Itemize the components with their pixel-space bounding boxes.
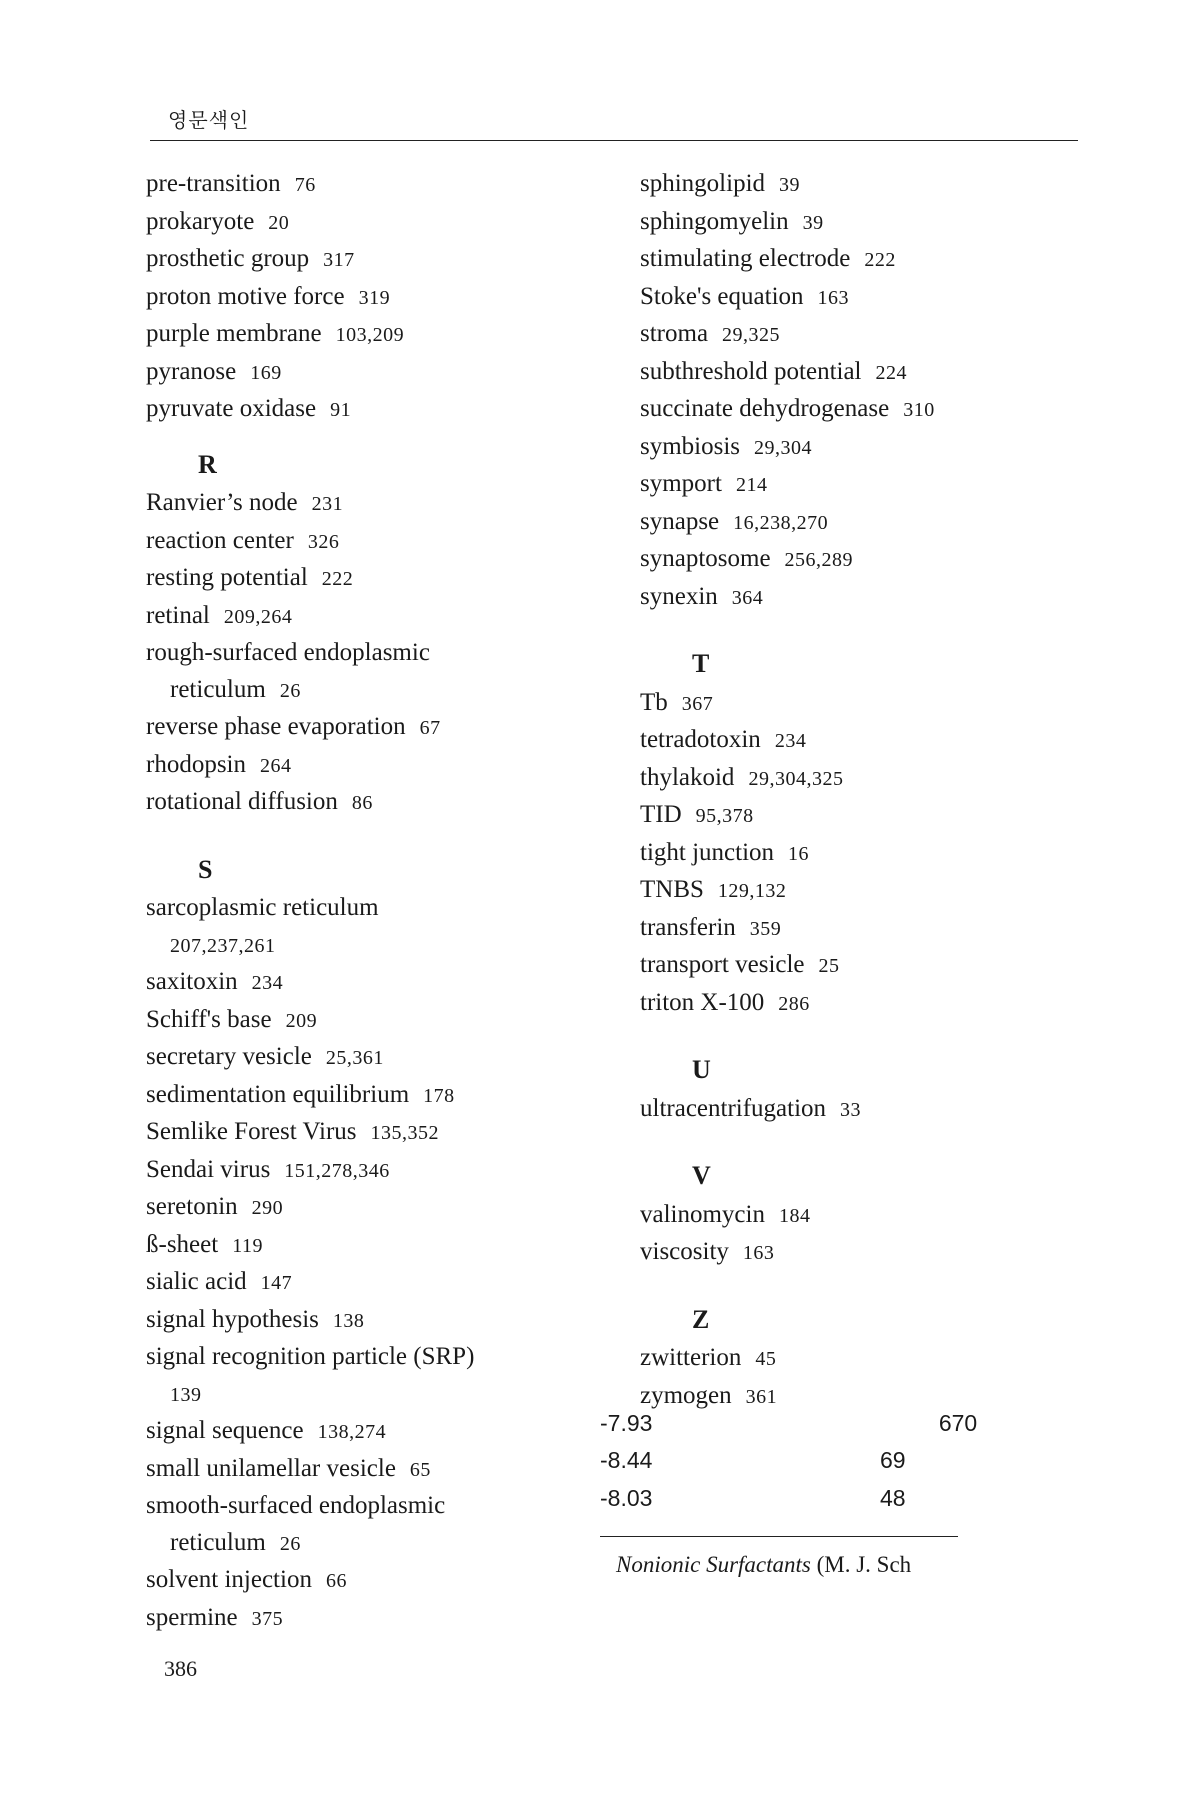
header-rule bbox=[150, 140, 1078, 141]
index-pages: 209 bbox=[285, 1009, 318, 1032]
index-pages: 207,237,261 bbox=[170, 934, 276, 957]
index-term: sphingolipid bbox=[640, 170, 766, 197]
index-pages: 310 bbox=[903, 399, 935, 421]
table-row bbox=[600, 1447, 960, 1485]
index-pages: 29,304 bbox=[754, 436, 813, 459]
index-entry bbox=[640, 1197, 1080, 1235]
index-entry bbox=[640, 872, 1080, 910]
index-term: proton motive force bbox=[146, 282, 345, 310]
index-pages: 65 bbox=[409, 1458, 431, 1481]
index-entry bbox=[146, 1488, 566, 1562]
index-pages: 16 bbox=[788, 842, 810, 865]
index-pages: 67 bbox=[419, 717, 441, 739]
index-term: smooth-surfaced endoplasmic bbox=[146, 1492, 446, 1519]
index-term: sedimentation equilibrium bbox=[146, 1080, 410, 1108]
section-letter: U bbox=[692, 1055, 711, 1084]
index-pages: 326 bbox=[307, 530, 340, 553]
index-term: zymogen bbox=[640, 1381, 732, 1409]
index-entry bbox=[640, 1234, 1080, 1272]
index-entry bbox=[146, 1600, 566, 1638]
index-term: spermine bbox=[146, 1603, 238, 1631]
index-entry bbox=[146, 709, 566, 747]
index-term: Semlike Forest Virus bbox=[146, 1118, 357, 1145]
index-pages: 76 bbox=[294, 174, 316, 196]
index-term: synexin bbox=[640, 582, 718, 610]
index-entry bbox=[640, 166, 1080, 204]
index-term: valinomycin bbox=[640, 1200, 765, 1228]
table-row bbox=[600, 1485, 960, 1523]
index-entry bbox=[146, 523, 566, 561]
index-term: TID bbox=[640, 801, 682, 828]
index-term: transport vesicle bbox=[640, 951, 805, 978]
table-cell: -7.93 bbox=[600, 1410, 653, 1436]
index-term: TNBS bbox=[640, 876, 704, 903]
index-pages: 222 bbox=[864, 249, 896, 271]
index-entry bbox=[146, 1227, 566, 1265]
table-rule bbox=[600, 1536, 958, 1537]
index-pages: 234 bbox=[251, 972, 284, 994]
index-term: saxitoxin bbox=[146, 968, 238, 995]
index-entry bbox=[640, 504, 1080, 542]
index-pages: 234 bbox=[774, 730, 807, 752]
index-pages: 29,304,325 bbox=[748, 767, 844, 790]
index-pages: 163 bbox=[742, 1242, 775, 1264]
left-index-column bbox=[146, 166, 566, 1637]
index-entry bbox=[640, 541, 1080, 579]
index-pages: 364 bbox=[731, 586, 764, 609]
index-entry bbox=[146, 354, 566, 392]
index-entry bbox=[146, 1451, 566, 1489]
index-entry bbox=[640, 354, 1080, 392]
index-pages: 317 bbox=[323, 249, 355, 271]
index-pages: 45 bbox=[755, 1348, 777, 1370]
index-pages: 129,132 bbox=[717, 880, 787, 902]
index-term: subthreshold potential bbox=[640, 357, 862, 385]
table-cell: 670 bbox=[938, 1410, 978, 1436]
index-term: solvent injection bbox=[146, 1566, 312, 1593]
index-entry bbox=[640, 579, 1080, 617]
index-entry bbox=[146, 1562, 566, 1600]
index-term: Sendai virus bbox=[146, 1155, 271, 1183]
index-term: prokaryote bbox=[146, 207, 255, 235]
index-entry bbox=[640, 910, 1080, 948]
entry-group bbox=[146, 964, 566, 1339]
section-letter: R bbox=[198, 449, 217, 479]
index-term: synapse bbox=[640, 507, 720, 535]
caption-italic: Nonionic Surfactants bbox=[616, 1552, 811, 1577]
index-term: ultracentrifugation bbox=[640, 1094, 827, 1122]
table-caption bbox=[616, 1552, 966, 1578]
index-entry bbox=[146, 1413, 566, 1451]
entry-group bbox=[146, 166, 566, 429]
index-pages: 103,209 bbox=[335, 324, 405, 346]
section-letter: S bbox=[198, 854, 213, 884]
index-pages: 91 bbox=[330, 399, 352, 421]
index-entry bbox=[640, 1340, 1080, 1378]
index-term: rhodopsin bbox=[146, 750, 246, 778]
index-term: rotational diffusion bbox=[146, 788, 338, 815]
table-cell: 69 bbox=[880, 1447, 906, 1473]
index-term: tetradotoxin bbox=[640, 726, 761, 753]
entry-group bbox=[146, 709, 566, 822]
index-entry bbox=[640, 722, 1080, 760]
index-pages: 138,274 bbox=[317, 1421, 387, 1443]
index-entry bbox=[146, 964, 566, 1002]
page-header-title: 영문색인 bbox=[168, 108, 250, 132]
index-pages: 214 bbox=[735, 474, 768, 496]
index-entry bbox=[640, 1378, 1080, 1416]
section-letter: V bbox=[692, 1161, 711, 1190]
index-term: triton X-100 bbox=[640, 988, 765, 1016]
table-row bbox=[600, 1410, 978, 1447]
index-pages: 256,289 bbox=[784, 549, 854, 571]
index-entry bbox=[146, 598, 566, 636]
index-term: reaction center bbox=[146, 526, 294, 554]
index-term: signal recognition particle (SRP) bbox=[146, 1343, 475, 1370]
index-term: sphingomyelin bbox=[640, 207, 789, 235]
index-pages: 319 bbox=[358, 286, 391, 309]
index-entry bbox=[146, 1114, 566, 1152]
entry-group bbox=[640, 166, 1080, 616]
index-entry bbox=[146, 279, 566, 317]
index-entry bbox=[146, 1039, 566, 1077]
index-pages: 361 bbox=[745, 1385, 778, 1408]
entry-group bbox=[146, 1562, 566, 1637]
index-entry bbox=[146, 560, 566, 598]
index-entry bbox=[640, 429, 1080, 467]
index-pages: 138 bbox=[332, 1309, 365, 1332]
table-cell: -8.44 bbox=[600, 1447, 653, 1473]
entry-group bbox=[146, 1413, 566, 1488]
table-cell: 48 bbox=[880, 1485, 906, 1511]
index-term: secretary vesicle bbox=[146, 1043, 312, 1070]
index-term: zwitterion bbox=[640, 1344, 742, 1371]
index-pages: 26 bbox=[279, 1532, 301, 1555]
index-term: pyruvate oxidase bbox=[146, 395, 317, 422]
index-entry bbox=[640, 760, 1080, 798]
index-term: viscosity bbox=[640, 1238, 729, 1265]
index-pages: 286 bbox=[778, 992, 810, 1015]
index-term: prosthetic group bbox=[146, 245, 310, 272]
index-pages: 375 bbox=[251, 1607, 284, 1630]
index-pages: 184 bbox=[778, 1204, 811, 1227]
index-term: symbiosis bbox=[640, 432, 741, 460]
section-letter: Z bbox=[692, 1304, 710, 1334]
entry-group bbox=[640, 1340, 1080, 1415]
index-pages: 169 bbox=[250, 361, 282, 384]
index-entry bbox=[640, 947, 1080, 985]
index-term: signal sequence bbox=[146, 1417, 304, 1444]
index-pages: 135,352 bbox=[370, 1122, 440, 1144]
index-pages: 367 bbox=[681, 692, 714, 715]
index-entry bbox=[146, 166, 566, 204]
index-entry bbox=[146, 204, 566, 242]
index-term: Tb bbox=[640, 688, 668, 716]
index-pages: 290 bbox=[251, 1197, 284, 1219]
index-pages: 25 bbox=[818, 955, 840, 977]
index-term: sialic acid bbox=[146, 1268, 247, 1295]
index-pages: 86 bbox=[351, 792, 373, 814]
index-entry bbox=[640, 985, 1080, 1023]
index-term-continued: reticulum bbox=[170, 675, 266, 703]
index-entry bbox=[640, 1091, 1080, 1129]
index-term: Schiff's base bbox=[146, 1005, 272, 1033]
index-term: rough-surfaced endoplasmic bbox=[146, 639, 430, 666]
index-pages: 222 bbox=[321, 568, 354, 590]
section-letter: T bbox=[692, 649, 710, 678]
index-entry bbox=[146, 1077, 566, 1115]
index-pages: 163 bbox=[817, 286, 850, 309]
bleed-through-table bbox=[600, 1410, 978, 1523]
index-pages: 231 bbox=[311, 493, 344, 515]
index-term: Stoke's equation bbox=[640, 282, 804, 310]
entry-group bbox=[640, 1091, 1080, 1129]
index-term: retinal bbox=[146, 601, 210, 629]
index-entry bbox=[146, 890, 566, 964]
index-pages: 33 bbox=[840, 1098, 862, 1121]
index-entry bbox=[146, 391, 566, 429]
index-pages: 119 bbox=[232, 1234, 263, 1257]
index-pages: 147 bbox=[260, 1272, 293, 1294]
index-term: sarcoplasmic reticulum bbox=[146, 894, 379, 921]
index-term: thylakoid bbox=[640, 763, 735, 791]
index-term: resting potential bbox=[146, 564, 308, 591]
index-entry bbox=[146, 1189, 566, 1227]
index-entry bbox=[640, 391, 1080, 429]
index-entry bbox=[640, 835, 1080, 873]
index-pages: 95,378 bbox=[695, 805, 754, 827]
index-entry bbox=[146, 1002, 566, 1040]
index-pages: 151,278,346 bbox=[284, 1159, 390, 1182]
index-term: stroma bbox=[640, 320, 709, 347]
index-pages: 26 bbox=[279, 679, 301, 702]
index-term-continued: reticulum bbox=[170, 1528, 266, 1556]
index-term: Ranvier’s node bbox=[146, 489, 298, 516]
index-term: small unilamellar vesicle bbox=[146, 1454, 396, 1482]
index-term: ß-sheet bbox=[146, 1230, 219, 1258]
index-term: transferin bbox=[640, 913, 736, 941]
index-term: reverse phase evaporation bbox=[146, 713, 406, 740]
page-number: 386 bbox=[164, 1656, 197, 1681]
index-term: pyranose bbox=[146, 357, 237, 385]
index-term: tight junction bbox=[640, 838, 775, 866]
index-entry bbox=[146, 1264, 566, 1302]
index-pages: 39 bbox=[802, 211, 824, 234]
index-pages: 66 bbox=[325, 1570, 347, 1592]
caption-text: (M. J. Sch bbox=[810, 1552, 912, 1577]
index-pages: 39 bbox=[779, 174, 801, 196]
index-entry bbox=[146, 747, 566, 785]
index-term: purple membrane bbox=[146, 320, 322, 347]
entry-group bbox=[146, 485, 566, 635]
index-entry bbox=[640, 316, 1080, 354]
index-pages: 264 bbox=[260, 754, 292, 777]
table-cell: -8.03 bbox=[600, 1485, 653, 1511]
index-entry bbox=[640, 279, 1080, 317]
index-entry bbox=[640, 204, 1080, 242]
index-entry bbox=[640, 685, 1080, 723]
index-pages: 139 bbox=[170, 1383, 202, 1406]
index-pages: 20 bbox=[268, 211, 290, 234]
index-entry bbox=[146, 1339, 566, 1413]
index-pages: 359 bbox=[749, 917, 782, 940]
index-entry bbox=[146, 316, 566, 354]
index-entry bbox=[146, 1302, 566, 1340]
index-entry bbox=[640, 797, 1080, 835]
index-pages: 16,238,270 bbox=[733, 511, 829, 534]
index-term: succinate dehydrogenase bbox=[640, 395, 890, 422]
index-term: pre-transition bbox=[146, 170, 281, 197]
entry-group bbox=[640, 1197, 1080, 1272]
index-entry bbox=[640, 466, 1080, 504]
index-pages: 178 bbox=[423, 1084, 455, 1107]
index-term: seretonin bbox=[146, 1193, 238, 1220]
index-pages: 209,264 bbox=[223, 605, 293, 628]
index-entry bbox=[146, 485, 566, 523]
entry-group bbox=[640, 685, 1080, 1023]
index-pages: 224 bbox=[875, 361, 907, 384]
index-term: synaptosome bbox=[640, 545, 771, 572]
index-pages: 25,361 bbox=[325, 1047, 384, 1069]
right-index-column bbox=[640, 166, 1080, 1415]
index-entry bbox=[146, 1152, 566, 1190]
index-term: stimulating electrode bbox=[640, 245, 851, 272]
index-term: signal hypothesis bbox=[146, 1305, 319, 1333]
index-entry bbox=[146, 784, 566, 822]
index-entry bbox=[640, 241, 1080, 279]
index-entry bbox=[146, 635, 566, 709]
index-entry bbox=[146, 241, 566, 279]
index-pages: 29,325 bbox=[722, 324, 781, 346]
index-term: symport bbox=[640, 470, 722, 497]
